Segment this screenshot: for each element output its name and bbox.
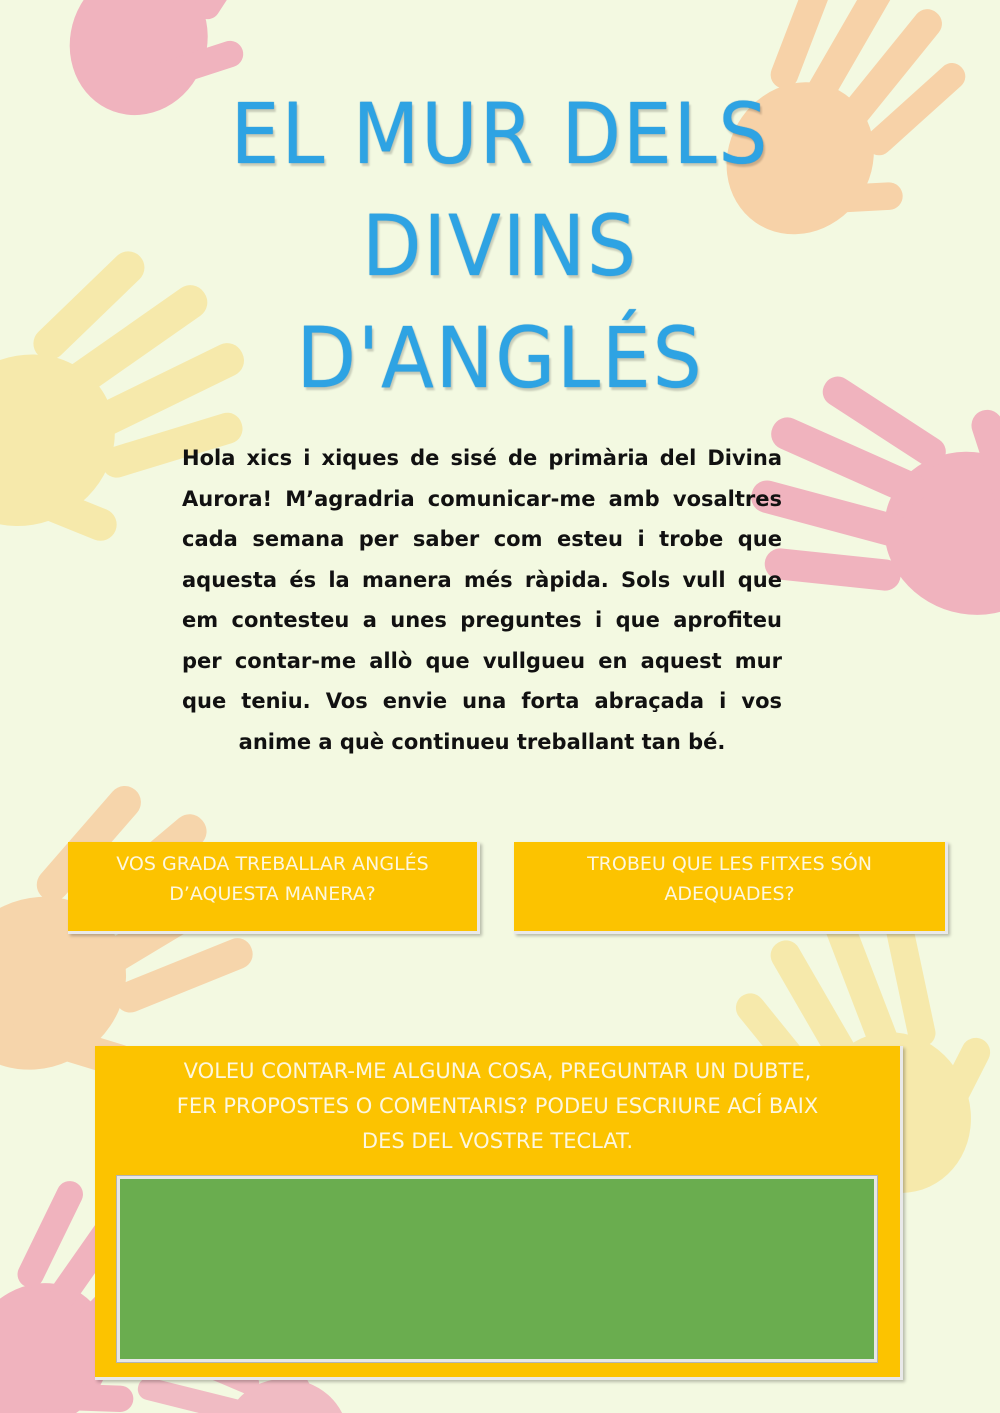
- title-line: EL MUR DELS: [230, 85, 770, 183]
- question-label-line: VOS GRADA TREBALLAR ANGLÉS: [116, 853, 429, 875]
- comment-box: [95, 1046, 903, 1380]
- question-button-methodology[interactable]: [68, 842, 480, 934]
- comment-prompt-line: FER PROPOSTES O COMENTARIS? PODEU ESCRIURE ACÍ BAIX: [176, 1094, 819, 1118]
- question-label-line: ADEQUADES?: [664, 883, 795, 905]
- question-button-worksheets[interactable]: [514, 842, 948, 934]
- title-line: DIVINS: [362, 197, 638, 295]
- intro-paragraph: Hola xics i xiques de sisé de primària del Divina Aurora! M’agradria comunicar-me amb vosaltres cada semana per saber com esteu i trobe que aquesta és la manera més ràpida. Sols vull que em contesteu a unes preguntes i que aprofiteu per contar-me allò que vullgueu en aquest mur que teniu. Vos envie una forta abraçada i vos anime a què continueu treballant tan bé.: [182, 446, 782, 754]
- title-line: D'ANGLÉS: [296, 309, 704, 407]
- comment-answer-field[interactable]: [117, 1176, 877, 1362]
- question-label-line: D’AQUESTA MANERA?: [169, 883, 376, 905]
- question-label-line: TROBEU QUE LES FITXES SÓN: [587, 853, 872, 875]
- comment-prompt-line: DES DEL VOSTRE TECLAT.: [361, 1129, 634, 1153]
- comment-prompt: [95, 1054, 900, 1159]
- comment-prompt-line: VOLEU CONTAR-ME ALGUNA COSA, PREGUNTAR UN DUBTE,: [183, 1059, 812, 1083]
- page-title: [0, 78, 1000, 414]
